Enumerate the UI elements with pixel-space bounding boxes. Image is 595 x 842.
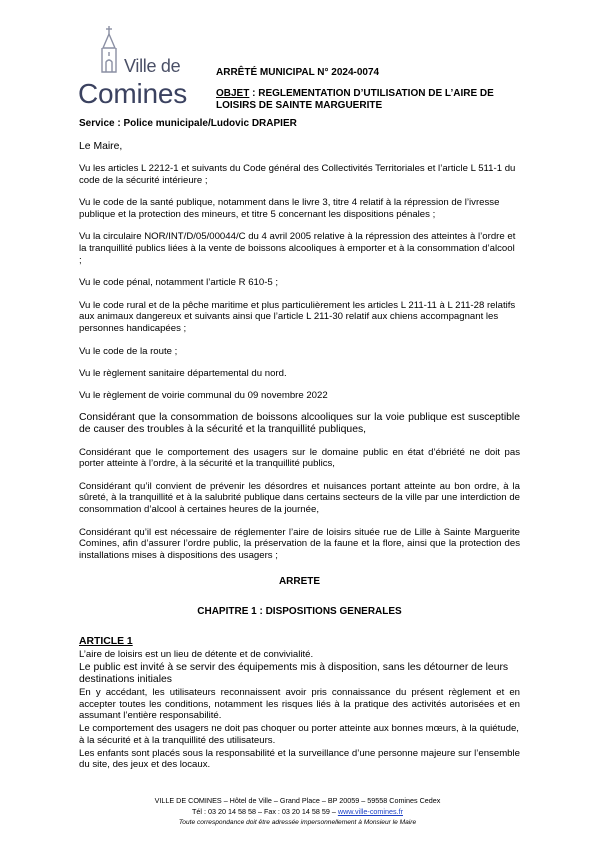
logo-ville-de: Ville de xyxy=(124,56,181,76)
city-logo xyxy=(76,26,196,110)
article-1-p3: En y accédant, les utilisateurs reconnaissent avoir pris connaissance du présent règlement et en accepter toutes les conditions, notamment les risques liés à la pratique des activités autorisées et en assumant l’entière responsabilité. xyxy=(79,686,520,722)
objet-block xyxy=(216,88,536,112)
article-1-p1: L’aire de loisirs est un lieu de détente et de convivialité. xyxy=(79,649,314,661)
article-1-title: ARTICLE 1 xyxy=(79,635,133,647)
chapitre-heading: CHAPITRE 1 : DISPOSITIONS GENERALES xyxy=(197,605,402,617)
considerant-2: Considérant que le comportement des usagers sur le domaine public en état d’ébriété ne doit pas porter atteinte à l’ordre, à la sécurité et la tranquillité publics, xyxy=(79,446,520,470)
arrete-title: ARRÊTÉ MUNICIPAL N° 2024-0074 xyxy=(216,67,380,78)
website-link[interactable]: www.ville-comines.fr xyxy=(337,807,403,816)
objet-label: OBJET xyxy=(216,88,250,99)
visa-6: Vu le code de la route ; xyxy=(79,345,178,357)
church-icon xyxy=(98,26,120,74)
visa-1: Vu les articles L 2212-1 et suivants du Code général des Collectivités Territoriales et l’article L 511-1 du code de la sécurité intérieure ; xyxy=(79,163,516,187)
article-1-p4: Le comportement des usagers ne doit pas choquer ou porter atteinte aux bonnes mœurs, à la quiétude, à la sécurité et à la tranquillité des utilisateurs. xyxy=(79,723,519,746)
article-1-p2: Le public est invité à se servir des équipements mis à disposition, sans les détourner de leurs destinations initiales xyxy=(79,662,509,685)
service-line: Service : Police municipale/Ludovic DRAPIER xyxy=(79,118,297,129)
visa-3: Vu la circulaire NOR/INT/D/05/00044/C du 4 avril 2005 relative à la répression des atteintes à l’ordre et la tranquillité publics liées à la vente de boissons alcooliques à emporter et à la consommation d’alcool ; xyxy=(79,231,516,267)
page-footer xyxy=(0,795,595,828)
visa-5: Vu le code rural et de la pêche maritime et plus particulièrement les articles L 211-11 à L 211-28 relatifs aux animaux dangereux et suivants ainsi que l’article L 211-30 relatif aux chiens accompagnant les personnes handicapées ; xyxy=(79,299,516,335)
visa-4: Vu le code pénal, notamment l’article R 610-5 ; xyxy=(79,277,279,289)
arrete-heading: ARRETE xyxy=(278,575,321,587)
visa-2: Vu le code de la santé publique, notamment dans le livre 3, titre 4 relatif à la répression de l’ivresse publique et la protection des mineurs, et titre 5 concernant les dispositions pénales ; xyxy=(79,197,500,221)
visa-7: Vu le règlement sanitaire départemental du nord. xyxy=(79,367,287,379)
article-1 xyxy=(79,636,520,772)
considerant-3: Considérant qu’il convient de prévenir les désordres et nuisances portant atteinte au bon ordre, à la sûreté, à la tranquillité et à la salubrité publique dans certains secteurs de la ville par une interdiction de consommation d’alcool à certaines heures de la journée, xyxy=(79,480,520,516)
considerant-4: Considérant qu’il est nécessaire de réglementer l’aire de loisirs située rue de Lille à Sainte Marguerite Comines, afin d’assurer l’ordre public, la préservation de la faune et la flore, ainsi que la protection des installations mises à dispositions des usagers ; xyxy=(79,526,520,562)
logo-comines: Comines xyxy=(78,78,188,109)
le-maire: Le Maire, xyxy=(79,141,123,152)
footer-contact xyxy=(0,806,595,817)
considerant-1: Considérant que la consommation de boissons alcooliques sur la voie publique est susceptible de causer des troubles à la sécurité et la tranquillité publiques, xyxy=(79,412,520,436)
document-body xyxy=(79,141,520,772)
article-1-p5: Les enfants sont placés sous la responsabilité et la surveillance d’une personne majeure sur l’ensemble du site, des jeux et des locaux. xyxy=(79,747,520,771)
footer-note: Toute correspondance doit être adressée impersonnellement à Monsieur le Maire xyxy=(178,819,417,826)
objet-text: : REGLEMENTATION D’UTILISATION DE L’AIRE DE LOISIRS DE SAINTE MARGUERITE xyxy=(216,88,494,111)
visa-8: Vu le règlement de voirie communal du 09 novembre 2022 xyxy=(79,390,328,402)
footer-phone-fax: Tél : 03 20 14 58 58 – Fax : 03 20 14 58 59 – xyxy=(192,807,338,816)
footer-address: VILLE DE COMINES – Hôtel de Ville – Grand Place – BP 20059 – 59558 Comines Cedex xyxy=(154,796,441,805)
